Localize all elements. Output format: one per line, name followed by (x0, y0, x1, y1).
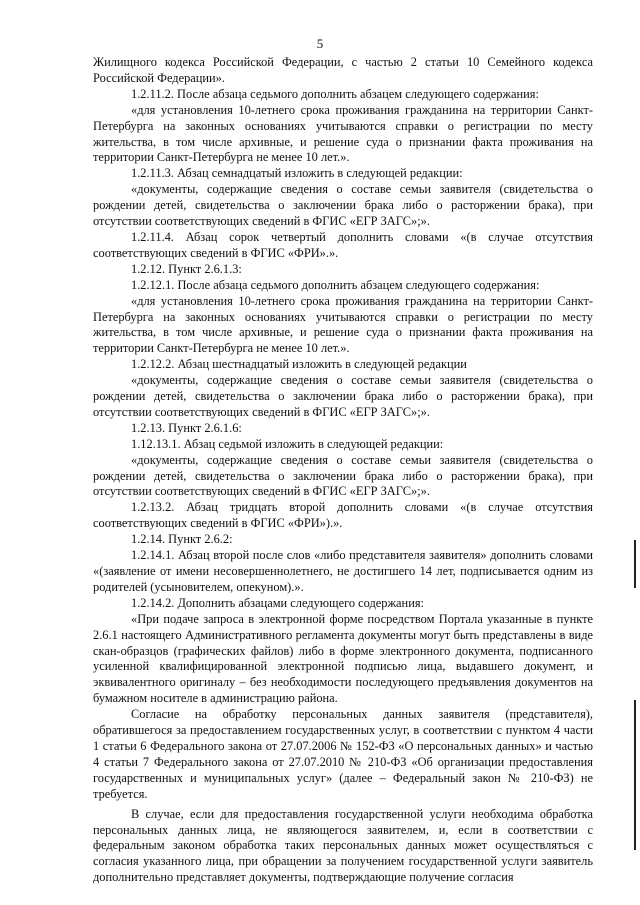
paragraph: 1.2.12. Пункт 2.6.1.3: (131, 261, 242, 276)
paragraph: 1.2.14.2. Дополнить абзацами следующего содержания: (131, 595, 424, 610)
paragraph: «документы, содержащие сведения о составе семьи заявителя (свидетельства о рождении детей, свидетельства о заключении брака либо о расторжении брака), при отсутствии соответствующих сведений в ФГИС «ЕГР ЗАГС»;». (93, 182, 593, 229)
paragraph: Жилищного кодекса Российской Федерации, с частью 2 статьи 10 Семейного кодекса Российской Федерации». (93, 55, 593, 85)
paragraph: Согласие на обработку персональных данных заявителя (представителя), обратившегося за предоставлением государственных услуг, в соответствии с пунктом 4 части 1 статьи 6 Федерального закона от 27.07.2006 № 152-ФЗ «О персональных данных» и частью 4 статьи 7 Федерального закона от 27.07.2010 № 210-ФЗ «Об организации предоставления государственных и муниципальных услуг» (далее – Федеральный закон № 210-ФЗ) не требуется. (93, 707, 593, 801)
scan-edge-mark (634, 700, 636, 850)
paragraph: 1.2.11.2. После абзаца седьмого дополнить абзацем следующего содержания: (131, 86, 539, 101)
paragraph: 1.2.13.2. Абзац тридцать второй дополнить словами «(в случае отсутствия соответствующих сведений в ФГИС «ФРИ»).». (93, 500, 593, 531)
paragraph: 1.2.13. Пункт 2.6.1.6: (131, 420, 242, 435)
paragraph: 1.12.13.1. Абзац седьмой изложить в следующей редакции: (131, 436, 444, 451)
paragraph: 1.2.12.2. Абзац шестнадцатый изложить в следующей редакции (131, 357, 467, 372)
paragraph: 1.2.12.1. После абзаца седьмого дополнить абзацем следующего содержания: (131, 277, 540, 292)
paragraph: «При подаче запроса в электронной форме посредством Портала указанные в пункте 2.6.1 настоящего Административного регламента документы могут быть представлены в виде скан-образцов (графических файлов) либо в форме электронного документа, подписанного усиленной квалифицированной электронной подписью лица, выдавшего документ, и эквивалентного оригиналу – без необходимости последующего предъявления документов на бумажном носителе в администрацию района. (93, 611, 593, 706)
paragraph: 1.2.14.1. Абзац второй после слов «либо представителя заявителя» дополнить словами «(заявление от имени несовершеннолетнего, не достигшего 14 лет, подписывается одним из родителей (усыновителем, опекуном).». (93, 548, 593, 594)
page-number: 5 (316, 36, 324, 51)
paragraph: 1.2.14. Пункт 2.6.2: (131, 532, 233, 547)
paragraph: «документы, содержащие сведения о составе семьи заявителя (свидетельства о рождении детей, свидетельства о заключении брака либо о расторжении брака), при отсутствии соответствующих сведений в ФГИС «ЕГР ЗАГС»;». (93, 452, 593, 499)
document-body (93, 55, 593, 886)
paragraph: «документы, содержащие сведения о составе семьи заявителя (свидетельства о рождении детей, свидетельства о заключении брака либо о расторжении брака), при отсутствии соответствующих сведений в ФГИС «ЕГР ЗАГС»;». (93, 373, 593, 419)
paragraph: 1.2.11.4. Абзац сорок четвертый дополнить словами «(в случае отсутствия соответствующих сведений в ФГИС «ФРИ».». (93, 229, 593, 260)
scan-edge-mark (634, 540, 636, 588)
paragraph: «для установления 10-летнего срока проживания гражданина на территории Санкт-Петербурга на законных основаниях учитываются справки о регистрации по месту жительства, в том числе архивные, и решение суда о признании факта проживания на территории Санкт-Петербурга не менее 10 лет.». (93, 293, 593, 356)
paragraph: 1.2.11.3. Абзац семнадцатый изложить в следующей редакции: (131, 166, 463, 181)
paragraph: «для установления 10-летнего срока проживания гражданина на территории Санкт-Петербурга на законных основаниях учитываются справки о регистрации по месту жительства, в том числе архивные, и решение суда о признании факта проживания на территории Санкт-Петербурга не менее 10 лет.». (93, 102, 593, 165)
paragraph: В случае, если для предоставления государственной услуги необходима обработка персональных данных лица, не являющегося заявителем, и, если в соответствии с федеральным законом обработка таких персональных данных может осуществляться с согласия указанного лица, при обращении за получением государственной услуги заявитель дополнительно представляет документы, подтверждающие получение согласия (93, 806, 593, 885)
